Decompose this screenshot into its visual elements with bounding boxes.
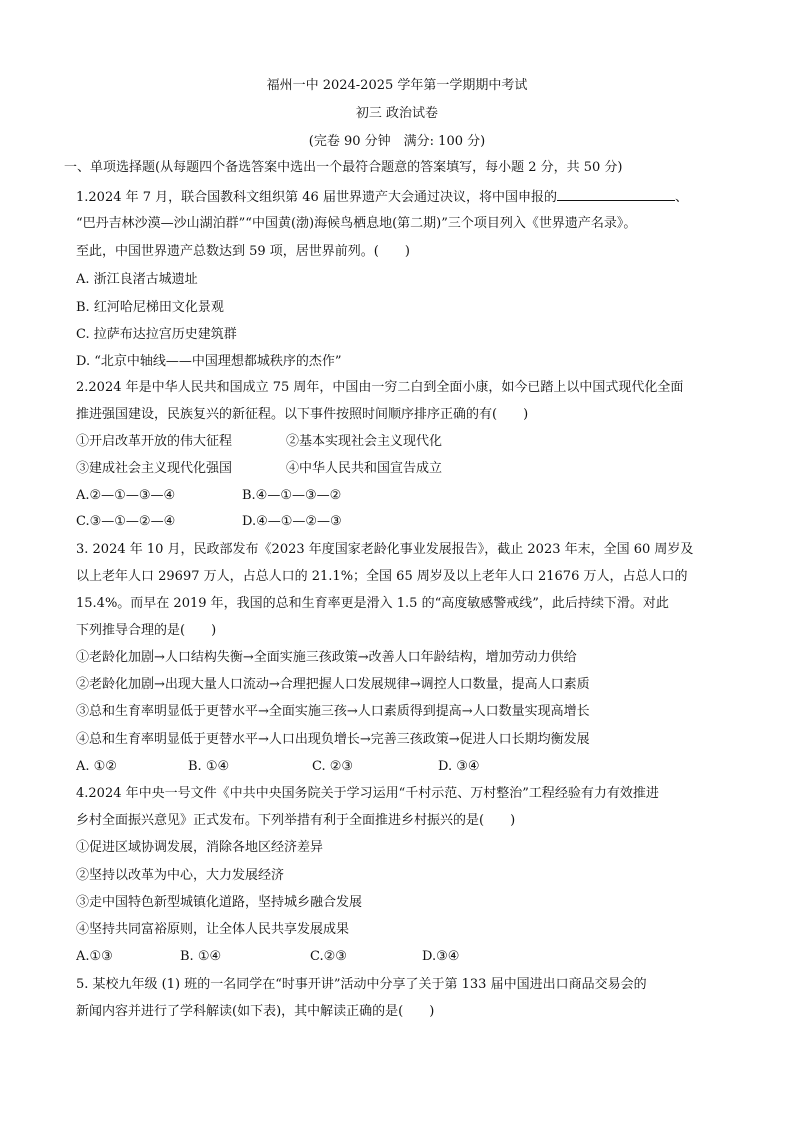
q4-option-c: C.②③ <box>310 949 347 964</box>
q4-statement-1: ①促进区域协调发展，消除各地区经济差异 <box>76 840 324 855</box>
q3-line-1: 3. 2024 年 10 月，民政部发布《2023 年度国家老龄化事业发展报告》，截止 2023 年末，全国 60 周岁及 <box>76 542 694 557</box>
exam-subtitle: 初三 政治试卷 <box>355 106 439 121</box>
q4-option-b: B. ①④ <box>180 949 222 964</box>
q3-statement-1: ①老龄化加剧→人口结构失衡→全面实施三孩政策→改善人口年龄结构，增加劳动力供给 <box>76 650 577 665</box>
q4-line-1: 4.2024 年中央一号文件《中共中央国务院关于学习运用“千村示范、万村整治”工程经验有力有效推进 <box>76 786 659 801</box>
q2-options-row-1 <box>76 486 716 506</box>
q2-statement-4: ④中华人民共和国宣告成立 <box>286 461 443 476</box>
q3-line-4: 下列推导合理的是( ) <box>76 623 217 638</box>
q4-option-d: D.③④ <box>422 949 460 964</box>
q3-statement-2: ②老龄化加剧→出现大量人口流动→合理把握人口发展规律→调控人口数量，提高人口素质 <box>76 677 590 692</box>
q2-line-2: 推进强国建设，民族复兴的新征程。以下事件按照时间顺序排序正确的有( ) <box>76 407 529 422</box>
q3-option-b: B. ①④ <box>188 759 230 774</box>
q3-statement-4: ④总和生育率明显低于更替水平→人口出现负增长→完善三孩政策→促进人口长期均衡发展 <box>76 732 590 747</box>
q2-statement-2: ②基本实现社会主义现代化 <box>286 434 443 449</box>
exam-note: (完卷 90 分钟 满分: 100 分) <box>308 134 486 149</box>
q3-option-d: D. ③④ <box>438 759 480 774</box>
section-heading: 一、单项选择题(从每题四个备选答案中选出一个最符合题意的答案填写，每小题 2 分，共 50 分) <box>64 160 623 175</box>
q2-line-1: 2.2024 年是中华人民共和国成立 75 周年，中国由一穷二白到全面小康，如今已踏上以中国式现代化全面 <box>76 380 684 395</box>
q5-line-1: 5. 某校九年级 (1) 班的一名同学在“时事开讲”活动中分享了关于第 133 届中国进出口商品交易会的 <box>76 977 647 992</box>
q3-option-c: C. ②③ <box>312 759 354 774</box>
q4-statement-4: ④坚持共同富裕原则，让全体人民共享发展成果 <box>76 922 350 937</box>
q2-option-a: A.②—①—③—④ <box>76 488 176 503</box>
q4-statement-3: ③走中国特色新型城镇化道路，坚持城乡融合发展 <box>76 895 363 910</box>
q2-statements-row-1 <box>76 432 716 452</box>
q1-line-1 <box>76 186 716 208</box>
q1-line-2: “巴丹吉林沙漠—沙山湖泊群”“中国黄(渤)海候鸟栖息地(第二期)”三个项目列入《世界遗产名录》。 <box>76 216 637 231</box>
q4-line-2: 乡村全面振兴意见》正式发布。下列举措有利于全面推进乡村振兴的是( ) <box>76 813 516 828</box>
q2-statement-1: ①开启改革开放的伟大征程 <box>76 434 233 449</box>
q3-line-3: 15.4%。而早在 2019 年，我国的总和生育率更是滑入 1.5 的“高度敏感警戒线”，此后持续下滑。对此 <box>76 596 669 611</box>
q1-option-c: C. 拉萨布达拉宫历史建筑群 <box>76 327 237 342</box>
q4-options-row <box>76 947 716 967</box>
q3-option-a: A. ①② <box>76 759 117 774</box>
q2-options-row-2 <box>76 512 716 532</box>
q1-text-b: 、 <box>674 190 688 205</box>
q2-statements-row-2 <box>76 459 716 479</box>
q2-option-c: C.③—①—②—④ <box>76 514 176 529</box>
q3-line-2: 以上老年人口 29697 万人，占总人口的 21.1%；全国 65 周岁及以上老年人口 21676 万人，占总人口的 <box>76 569 688 584</box>
q1-option-d: D. “北京中轴线——中国理想都城秩序的杰作” <box>76 354 342 369</box>
q5-line-2: 新闻内容并进行了学科解读(如下表)，其中解读正确的是( ) <box>76 1004 435 1019</box>
q3-options-row <box>76 757 716 777</box>
q1-answer-blank <box>557 186 675 201</box>
q1-option-a: A. 浙江良渚古城遗址 <box>76 272 198 287</box>
q4-option-a: A.①③ <box>76 949 113 964</box>
q1-line-3: 至此，中国世界遗产总数达到 59 项，居世界前列。( ) <box>76 244 410 259</box>
q2-option-d: D.④—①—②—③ <box>242 514 342 529</box>
q3-statement-3: ③总和生育率明显低于更替水平→全面实施三孩→人口素质得到提高→人口数量实现高增长 <box>76 704 590 719</box>
q4-statement-2: ②坚持以改革为中心，大力发展经济 <box>76 868 285 883</box>
q1-option-b: B. 红河哈尼梯田文化景观 <box>76 300 224 315</box>
q2-statement-3: ③建成社会主义现代化强国 <box>76 461 233 476</box>
exam-title: 福州一中 2024-2025 学年第一学期期中考试 <box>266 78 528 93</box>
q1-text-a: 1.2024 年 7 月，联合国教科文组织第 46 届世界遗产大会通过决议，将中国申报的 <box>76 190 557 205</box>
q2-option-b: B.④—①—③—② <box>242 488 342 503</box>
